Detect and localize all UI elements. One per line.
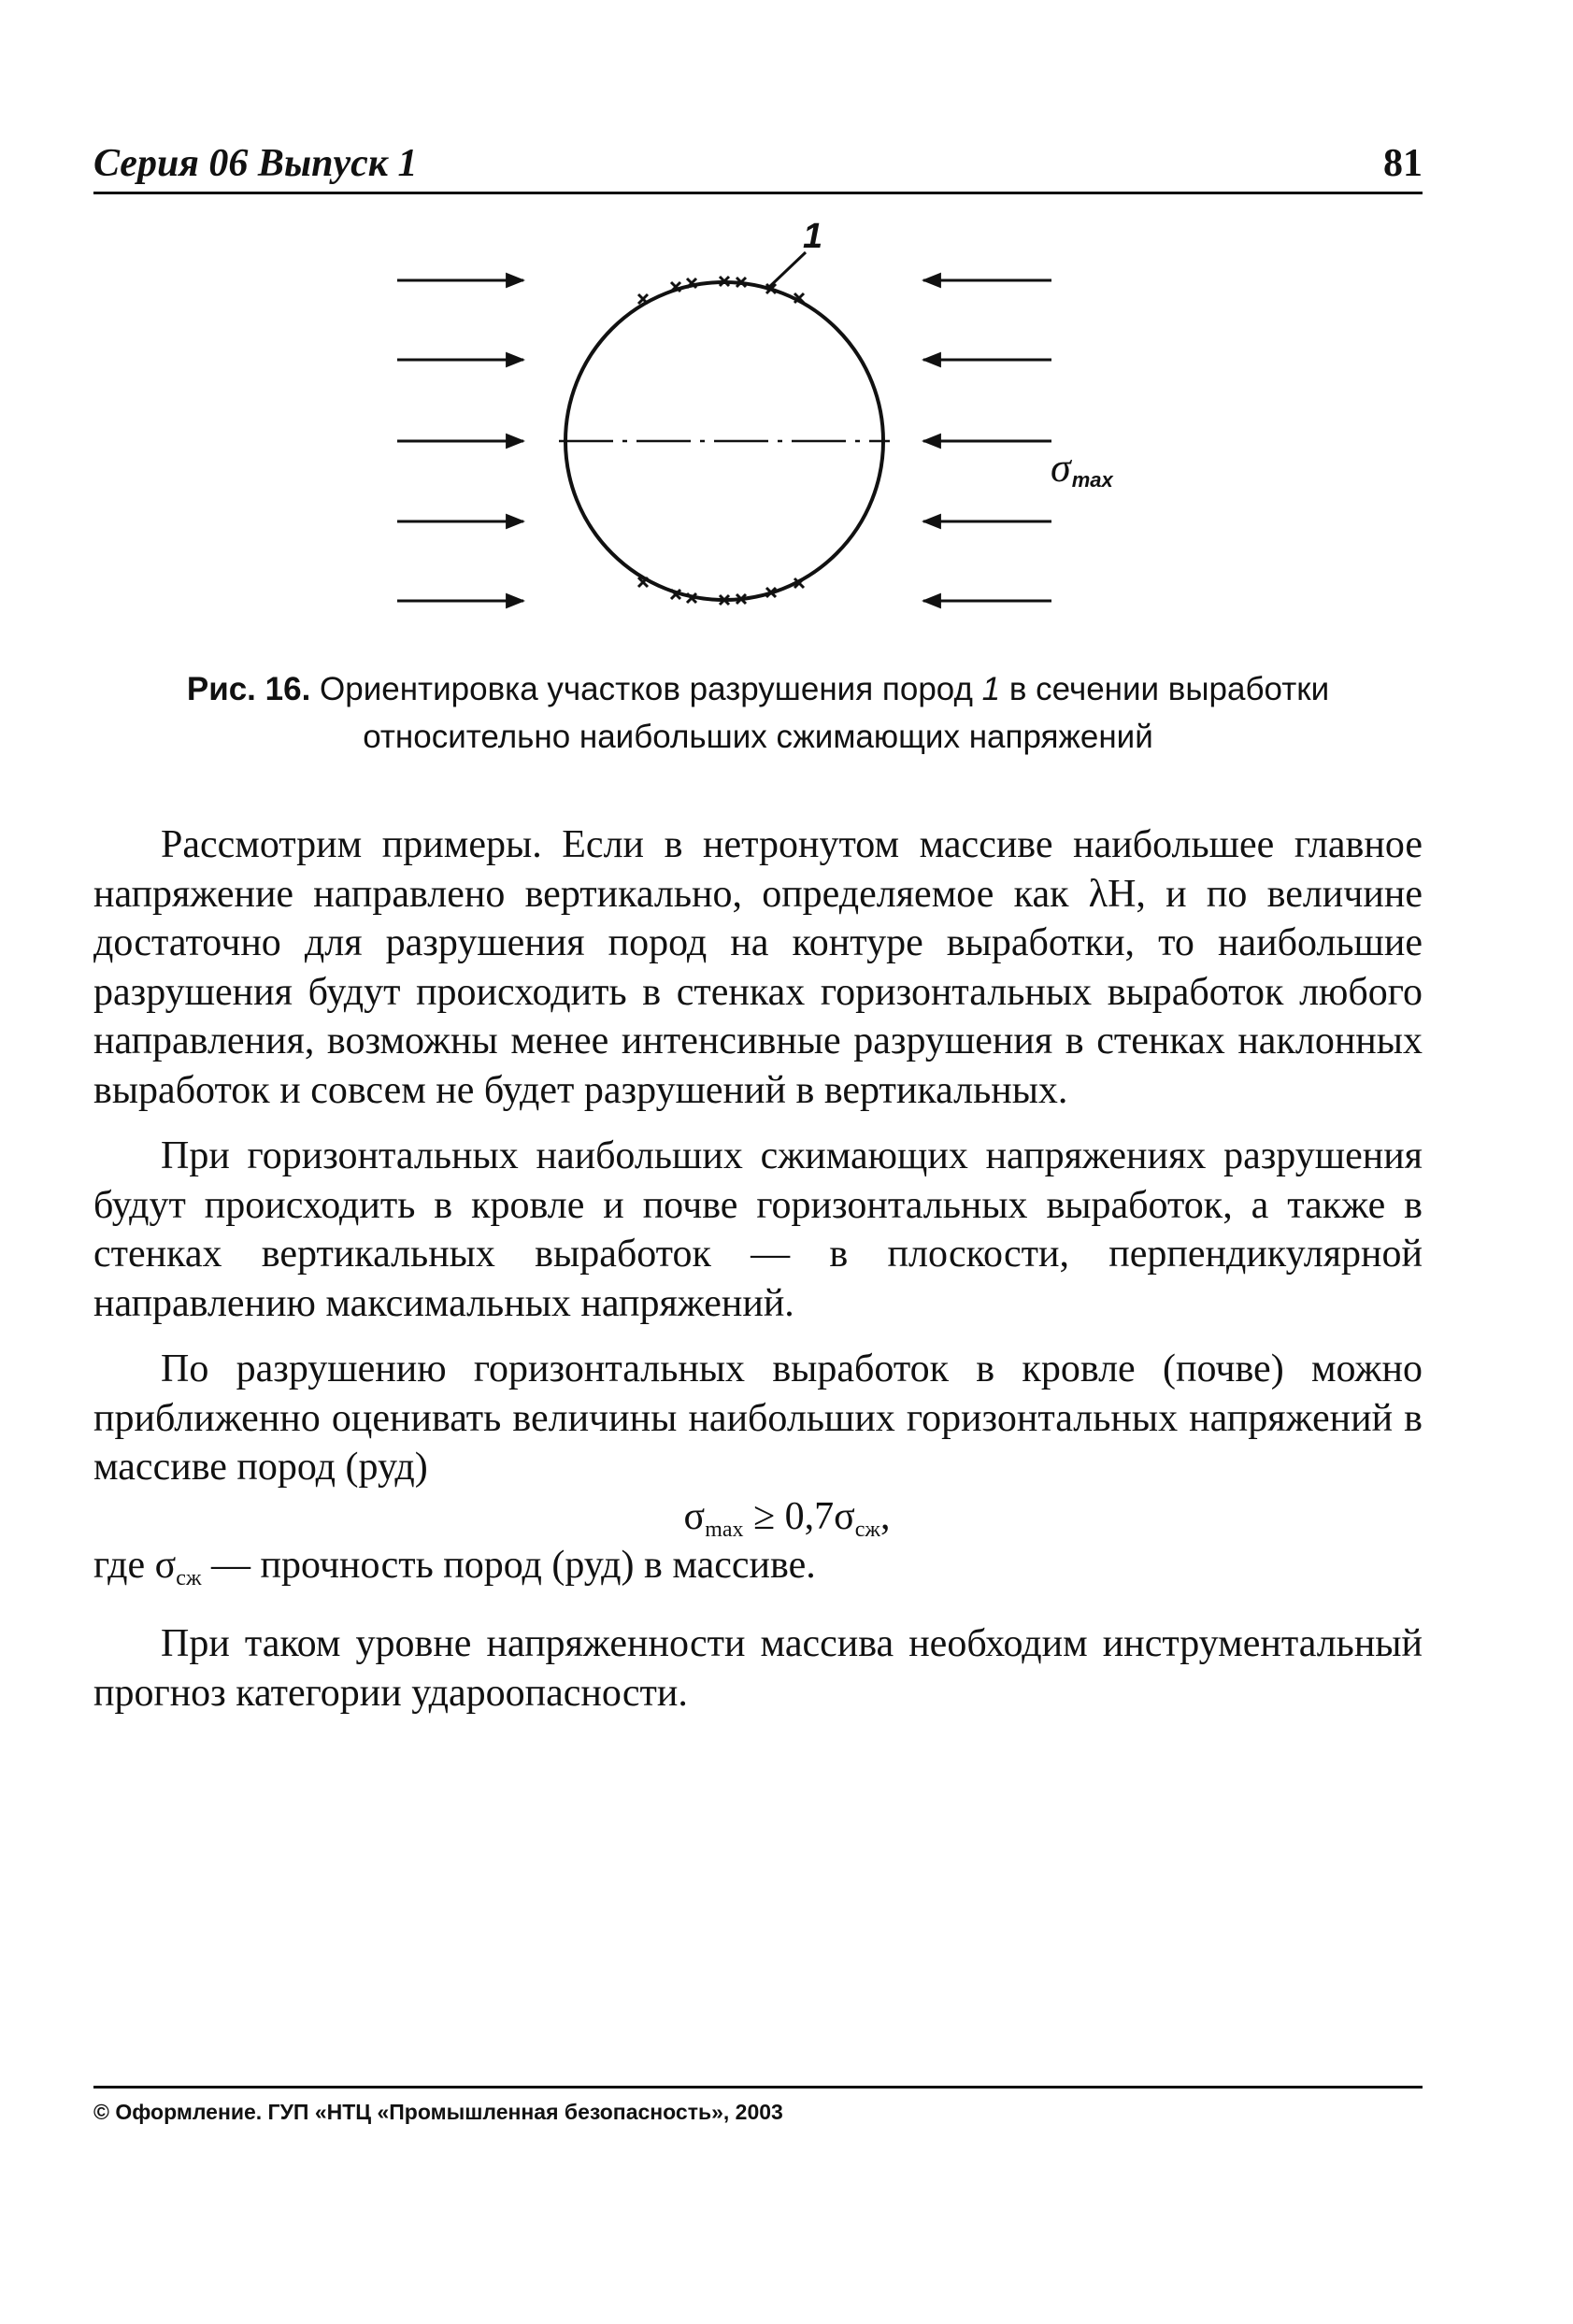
formula-lhs-subscript: max (705, 1517, 744, 1542)
copyright-footer: © Оформление. ГУП «НТЦ «Промышленная безопасность», 2003 (93, 2086, 1423, 2125)
paragraph: Рассмотрим примеры. Если в нетронутом массиве наибольшее главное напряжение направлено вертикально, определяемое как λH, и по величине достаточно для разрушения пород на контуре выработки, то наибольшие разрушения будут происходить в стенках горизонтальных выработок любого направления, возможны менее интенсивные разрушения в стенках наклонных выработок и совсем не будет разрушений в вертикальных. (93, 823, 1423, 1112)
running-head: Серия 06 Выпуск 1 (93, 142, 418, 185)
page-number: 81 (1383, 142, 1423, 185)
figure-16 (0, 196, 1573, 645)
body-text (93, 820, 1423, 1734)
callout-leader (766, 252, 806, 290)
figure-drawing (0, 196, 1573, 645)
sigma-symbol: σ (1051, 445, 1071, 491)
figure-caption (93, 665, 1423, 761)
sigma-max-label (1051, 444, 1113, 492)
formula-lhs: σ (683, 1494, 706, 1538)
figure-label: Рис. 16. (186, 671, 311, 707)
formula-tail: , (879, 1494, 891, 1538)
paragraph: При таком уровне напряженности массива необходим инструментальный прогноз категории удароопасности. (93, 1622, 1423, 1715)
formula-definition (93, 1541, 1423, 1604)
definition-prefix: где σ (93, 1543, 177, 1587)
caption-reference: 1 (981, 671, 1001, 707)
formula (93, 1492, 1423, 1541)
paragraph: По разрушению горизонтальных выработок в кровле (почве) можно приближенно оценивать величины наибольших горизонтальных напряжений в массиве пород (руд) (93, 1347, 1423, 1489)
left-stress-arrows (397, 280, 523, 601)
paragraph: При горизонтальных наибольших сжимающих напряжениях разрушения будут происходить в кровле и почве горизонтальных выработок, а также в стенках вертикальных выработок — в плоскости, перпендикулярной направлению максимальных напряжений. (93, 1134, 1423, 1325)
definition-subscript: сж (176, 1565, 202, 1590)
right-stress-arrows (923, 280, 1051, 601)
callout-label: 1 (803, 217, 823, 256)
formula-rhs-subscript: сж (854, 1517, 880, 1542)
caption-text-before: Ориентировка участков разрушения пород (310, 671, 982, 707)
definition-text: — прочность пород (руд) в массиве. (201, 1543, 816, 1587)
page-header (93, 140, 1423, 194)
sigma-subscript: max (1071, 468, 1113, 492)
formula-relation: ≥ 0,7σ (743, 1494, 855, 1538)
caption-text-after: в сечении выработки относительно наибольших сжимающих напряжений (363, 671, 1330, 755)
